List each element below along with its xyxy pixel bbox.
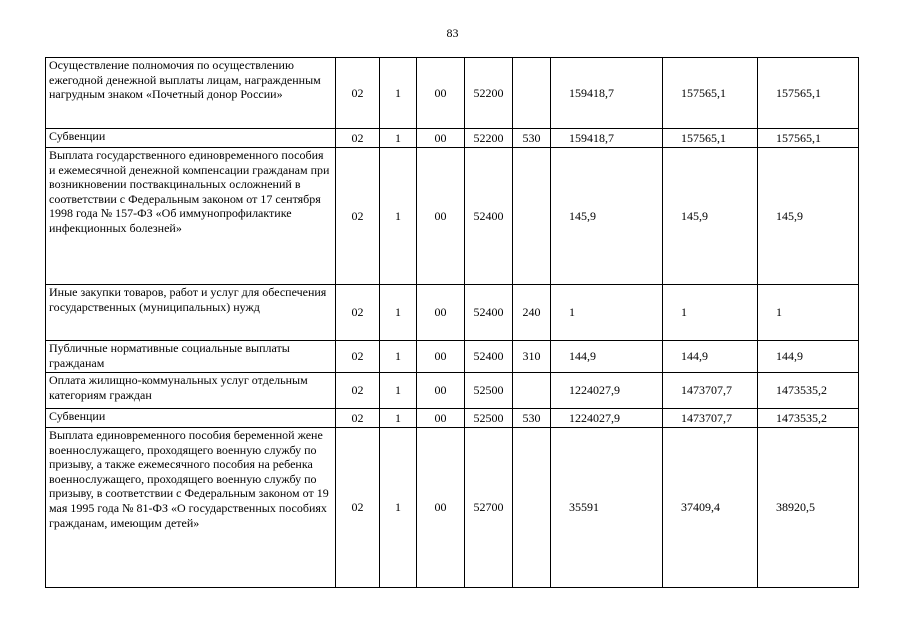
cell-expense-type xyxy=(513,373,551,409)
cell-amount-year3: 145,9 xyxy=(758,148,859,285)
row-name: Осуществление полномочия по осуществлению ежегодной денежной выплаты лицам, награжденным нагрудным знаком «Почетный донор России» xyxy=(46,58,336,129)
row-name: Публичные нормативные социальные выплаты гражданам xyxy=(46,341,336,373)
cell-program: 1 xyxy=(380,373,417,409)
cell-subprogram: 00 xyxy=(417,428,465,588)
cell-amount-year2: 1473707,7 xyxy=(663,409,758,428)
cell-subprogram: 00 xyxy=(417,409,465,428)
cell-direction: 52200 xyxy=(465,129,513,148)
budget-table xyxy=(45,57,859,588)
cell-amount-year1: 1224027,9 xyxy=(551,409,663,428)
cell-amount-year1: 159418,7 xyxy=(551,58,663,129)
cell-amount-year1: 144,9 xyxy=(551,341,663,373)
cell-amount-year1: 159418,7 xyxy=(551,129,663,148)
cell-amount-year1: 145,9 xyxy=(551,148,663,285)
row-name: Оплата жилищно-коммунальных услуг отдельным категориям граждан xyxy=(46,373,336,409)
cell-amount-year2: 145,9 xyxy=(663,148,758,285)
table-row xyxy=(46,373,859,409)
cell-expense-type: 530 xyxy=(513,409,551,428)
cell-subprogram: 00 xyxy=(417,341,465,373)
cell-section: 02 xyxy=(336,129,380,148)
cell-program: 1 xyxy=(380,409,417,428)
cell-subprogram: 00 xyxy=(417,285,465,341)
cell-direction: 52400 xyxy=(465,148,513,285)
cell-section: 02 xyxy=(336,285,380,341)
cell-amount-year3: 157565,1 xyxy=(758,129,859,148)
cell-amount-year3: 1 xyxy=(758,285,859,341)
cell-section: 02 xyxy=(336,148,380,285)
cell-subprogram: 00 xyxy=(417,129,465,148)
cell-expense-type xyxy=(513,58,551,129)
cell-subprogram: 00 xyxy=(417,373,465,409)
cell-program: 1 xyxy=(380,428,417,588)
cell-amount-year3: 144,9 xyxy=(758,341,859,373)
table-row xyxy=(46,129,859,148)
cell-expense-type: 310 xyxy=(513,341,551,373)
row-name: Выплата единовременного пособия беременной жене военнослужащего, проходящего военную службу по призыву, а также ежемесячного пособия на ребенка военнослужащего, проходящего военную службу по призыву, в соответствии с Федеральным законом от 19 мая 1995 года № 81-ФЗ «О государственных пособиях гражданам, имеющим детей» xyxy=(46,428,336,588)
cell-amount-year3: 157565,1 xyxy=(758,58,859,129)
page-number: 83 xyxy=(446,26,459,40)
cell-subprogram: 00 xyxy=(417,58,465,129)
cell-section: 02 xyxy=(336,428,380,588)
cell-program: 1 xyxy=(380,341,417,373)
row-name: Субвенции xyxy=(46,129,336,148)
table-row xyxy=(46,58,859,129)
cell-expense-type xyxy=(513,148,551,285)
cell-direction: 52500 xyxy=(465,409,513,428)
cell-expense-type: 240 xyxy=(513,285,551,341)
cell-amount-year3: 38920,5 xyxy=(758,428,859,588)
cell-direction: 52500 xyxy=(465,373,513,409)
cell-program: 1 xyxy=(380,129,417,148)
cell-amount-year2: 1473707,7 xyxy=(663,373,758,409)
cell-amount-year1: 1224027,9 xyxy=(551,373,663,409)
table-row xyxy=(46,341,859,373)
cell-amount-year2: 1 xyxy=(663,285,758,341)
table-row xyxy=(46,285,859,341)
cell-program: 1 xyxy=(380,58,417,129)
cell-amount-year2: 37409,4 xyxy=(663,428,758,588)
row-name: Субвенции xyxy=(46,409,336,428)
cell-program: 1 xyxy=(380,285,417,341)
row-name: Выплата государственного единовременного пособия и ежемесячной денежной компенсации гражданам при возникновении поствакцинальных осложнений в соответствии с Федеральным законом от 17 сентября 1998 года № 157-ФЗ «Об иммунопрофилактике инфекционных болезней» xyxy=(46,148,336,285)
cell-program: 1 xyxy=(380,148,417,285)
cell-amount-year2: 144,9 xyxy=(663,341,758,373)
cell-direction: 52400 xyxy=(465,285,513,341)
table-row xyxy=(46,428,859,588)
cell-expense-type: 530 xyxy=(513,129,551,148)
cell-amount-year3: 1473535,2 xyxy=(758,373,859,409)
table-row xyxy=(46,148,859,285)
cell-expense-type xyxy=(513,428,551,588)
cell-direction: 52700 xyxy=(465,428,513,588)
cell-section: 02 xyxy=(336,341,380,373)
row-name: Иные закупки товаров, работ и услуг для обеспечения государственных (муниципальных) нужд xyxy=(46,285,336,341)
cell-amount-year1: 1 xyxy=(551,285,663,341)
cell-section: 02 xyxy=(336,58,380,129)
cell-section: 02 xyxy=(336,373,380,409)
cell-section: 02 xyxy=(336,409,380,428)
cell-direction: 52200 xyxy=(465,58,513,129)
cell-direction: 52400 xyxy=(465,341,513,373)
cell-amount-year2: 157565,1 xyxy=(663,129,758,148)
cell-amount-year2: 157565,1 xyxy=(663,58,758,129)
cell-amount-year3: 1473535,2 xyxy=(758,409,859,428)
table-row xyxy=(46,409,859,428)
cell-amount-year1: 35591 xyxy=(551,428,663,588)
cell-subprogram: 00 xyxy=(417,148,465,285)
